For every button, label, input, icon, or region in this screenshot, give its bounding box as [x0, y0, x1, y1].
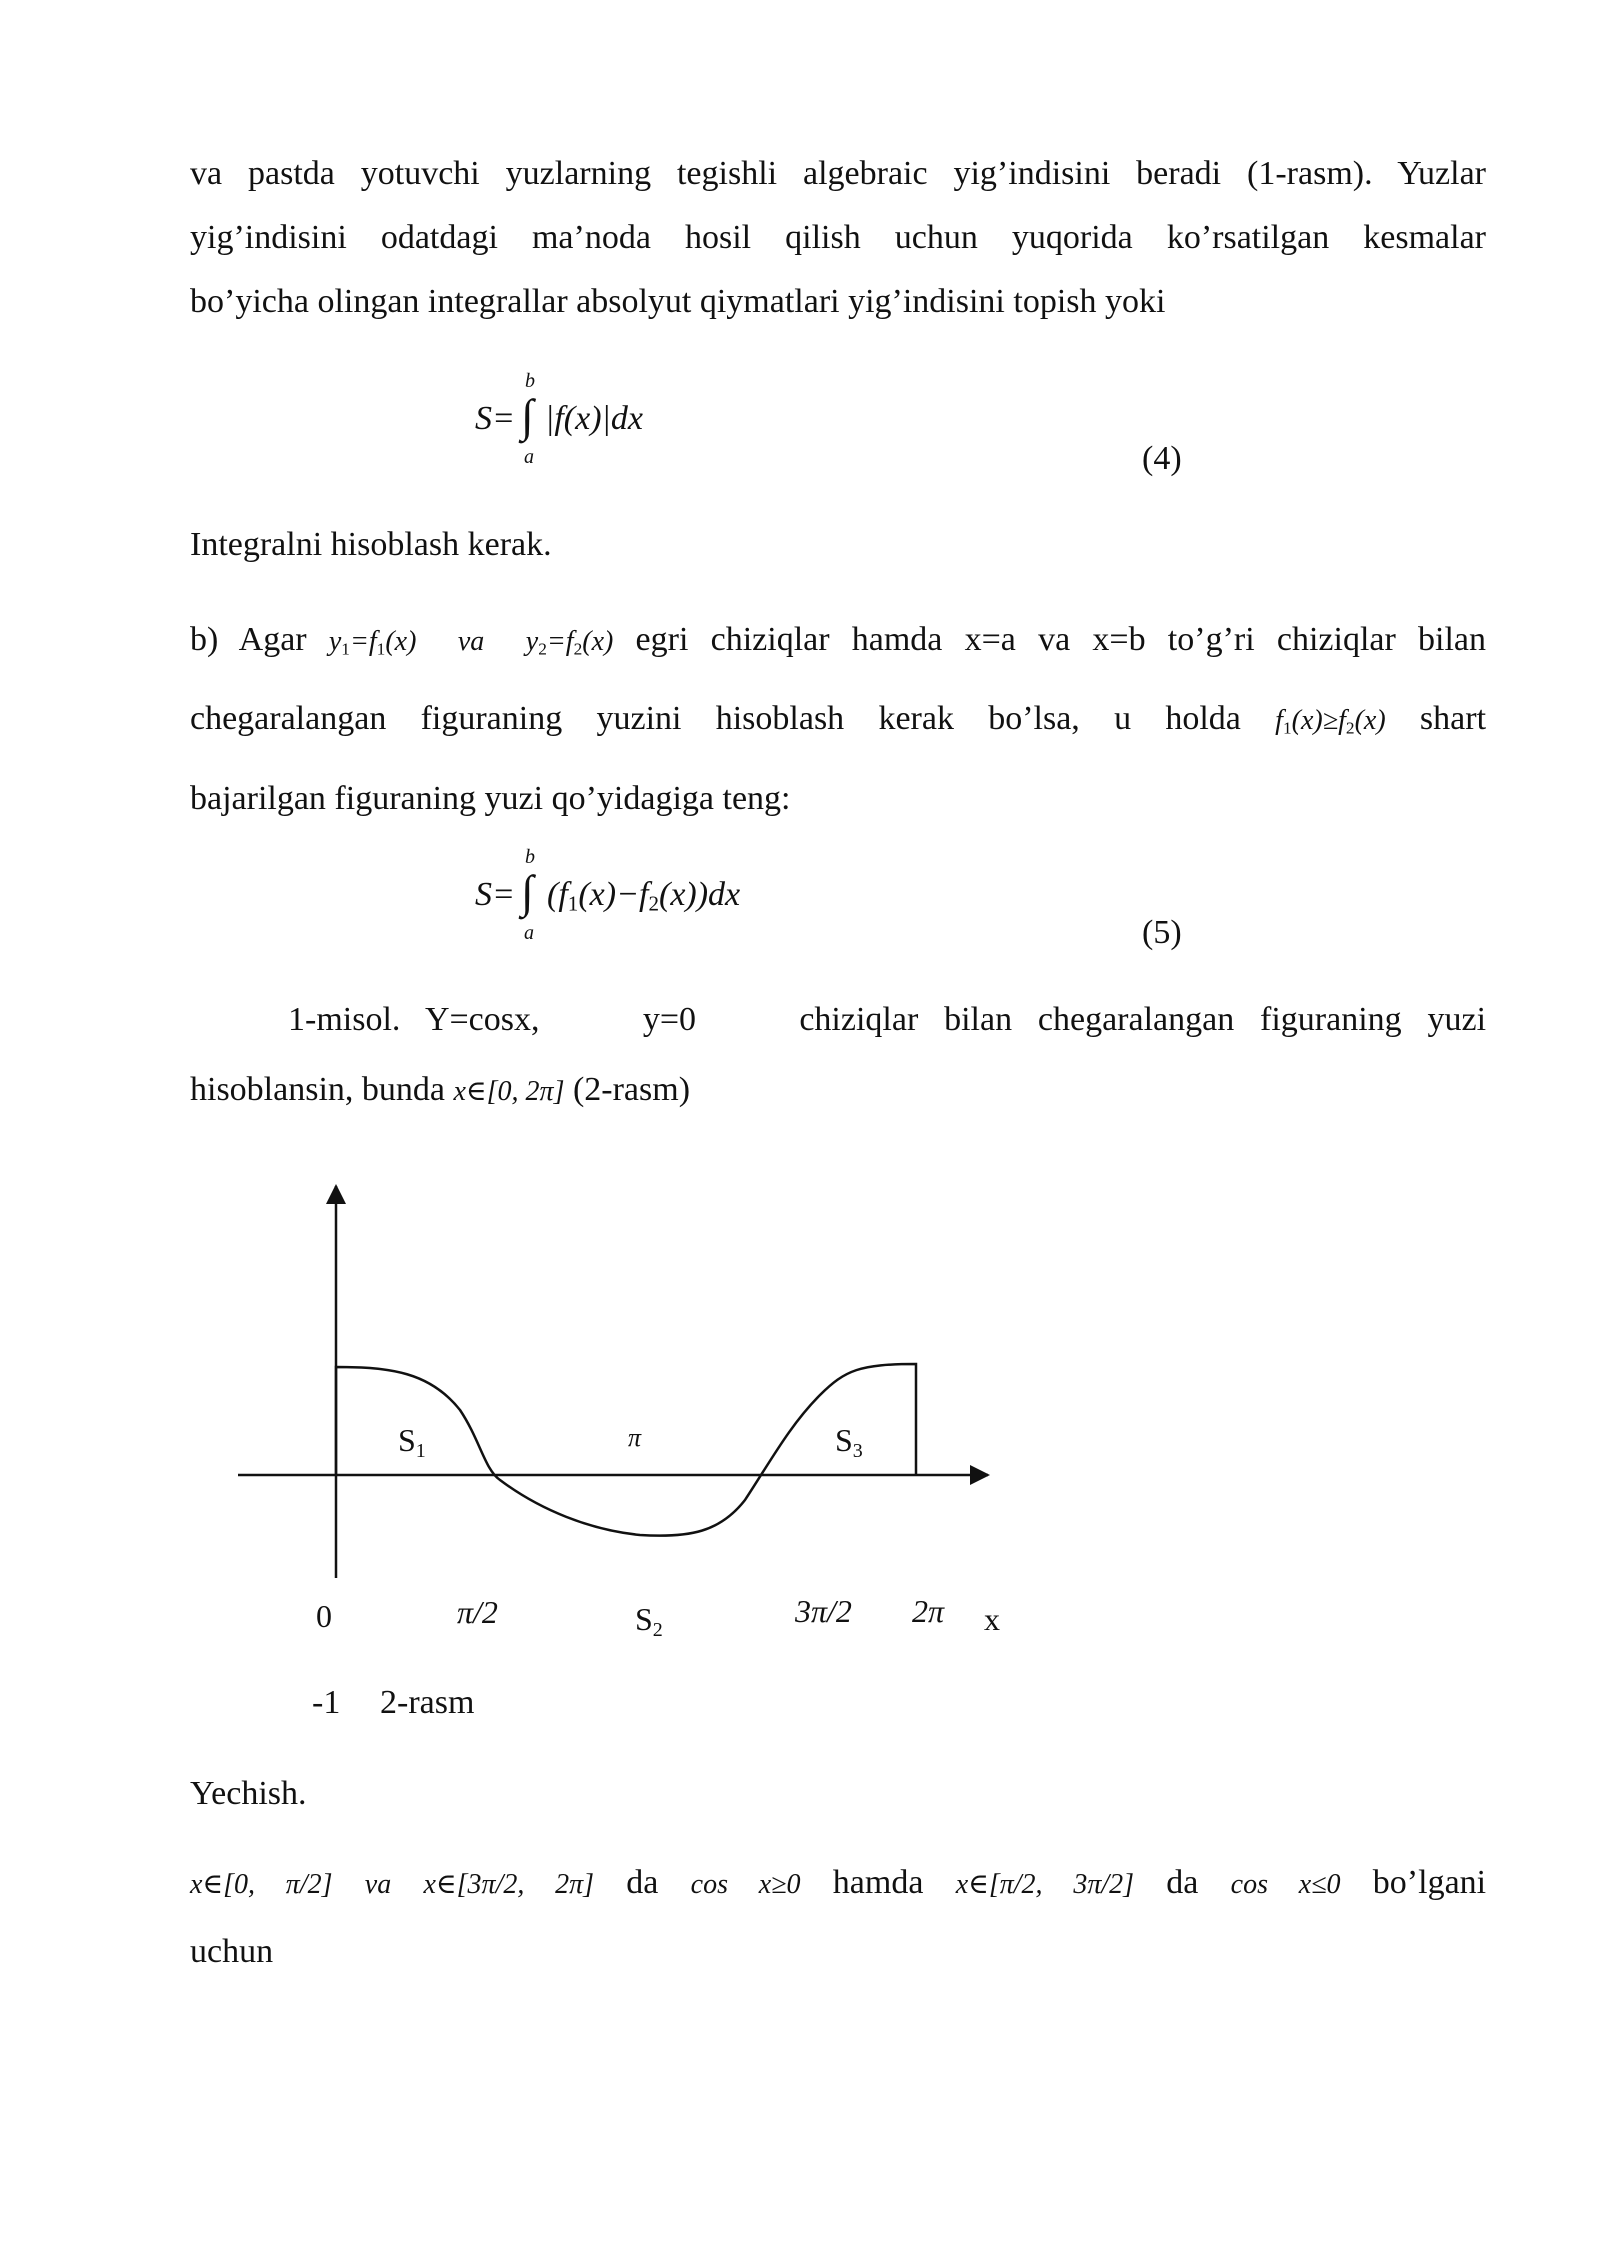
- intro-line-1: va pastda yotuvchi yuzlarning tegishli algebraic yig’indisini beradi (1-rasm). Yuzlar: [190, 155, 1486, 192]
- region-s2: S2: [635, 1601, 663, 1641]
- paragraph-intro: [190, 142, 1486, 334]
- formula-y1: $y_1=f_1(x)$ va $y_2=f_2(x)$: [328, 626, 614, 659]
- region-s1: S1: [398, 1422, 426, 1462]
- tick-2pi: 2π: [912, 1593, 945, 1629]
- tick-pi-over-2: π/2: [457, 1594, 498, 1630]
- formula-cos-ge-0: cos x≥0: [690, 1869, 801, 1900]
- minus-one-label: -1: [312, 1684, 341, 1721]
- formula-4-upper-limit: b: [525, 370, 535, 392]
- formula-5-lhs: S=: [475, 876, 515, 913]
- x-axis-label: x: [984, 1601, 1000, 1637]
- example-line-1: 1-misol. Y=cosx, y=0 chiziqlar bilan chegaralangan figuraning yuzi: [288, 1001, 1487, 1038]
- solution-line-1: x∈[0, π/2] va x∈[3π/2, 2π] da cos x≥0 hamda x∈[π/2, 3π/2] da cos x≤0 bo’lgani: [190, 1864, 1487, 1901]
- tick-3pi-over-2: 3π/2: [795, 1593, 852, 1629]
- cos-curve: [336, 1364, 916, 1536]
- integral-line: Integralni hisoblash kerak.: [190, 526, 552, 563]
- example-line-2: hisoblansin, bunda x∈[0, 2π] (2-rasm): [190, 1071, 691, 1108]
- region-pi-label: π: [628, 1423, 642, 1452]
- formula-5-lower-limit: a: [524, 922, 534, 944]
- formula-x-interval: x∈[0, 2π]: [453, 1076, 565, 1107]
- case-b-line-3: bajarilgan figuraning yuzi qo’yidagiga teng:: [190, 779, 791, 817]
- formula-f1-ge-f2: $f_1(x)\ge f_2(x)$: [1275, 705, 1386, 738]
- intro-line-2: yig’indisini odatdagi ma’noda hosil qilish uchun yuqorida ko’rsatilgan kesmalar: [190, 219, 1486, 256]
- paragraph-example: [190, 988, 1486, 1130]
- figure-caption: 2-rasm: [380, 1684, 475, 1721]
- case-b-line-1: b) Agar $y_1=f_1(x)$ va $y_2=f_2(x)$ egri chiziqlar hamda x=a va x=b to’g’ri chiziqlar bilan: [190, 621, 1487, 659]
- formula-cos-le-0: cos x≤0: [1230, 1869, 1341, 1900]
- formula-4-integrand: |f(x)|dx: [545, 400, 643, 437]
- paragraph-case-b: [190, 608, 1486, 831]
- intro-line-3: bo’yicha olingan integrallar absolyut qiymatlari yig’indisini topish yoki: [190, 283, 1166, 320]
- formula-4-lhs: S=: [475, 400, 515, 437]
- paragraph-integral: [190, 513, 1486, 577]
- formula-5-integrand: $(f_1(x)-f_2(x))dx$: [547, 876, 741, 916]
- region-s3: S3: [835, 1422, 863, 1462]
- formula-interval-2: x∈[3π/2, 2π]: [423, 1869, 595, 1900]
- solution-heading: Yechish.: [190, 1775, 307, 1812]
- formula-interval-3: x∈[π/2, 3π/2]: [955, 1869, 1135, 1900]
- solution-line-2: uchun: [190, 1933, 274, 1970]
- formula-5-integral-sign: ∫: [521, 866, 534, 917]
- formula-5-number: (5): [1142, 914, 1182, 951]
- paragraph-solution-heading: [190, 1762, 1486, 1826]
- formula-interval-1: x∈[0, π/2]: [190, 1869, 333, 1900]
- formula-4-number: (4): [1142, 440, 1182, 477]
- case-b-line-2: chegaralangan figuraning yuzini hisoblash kerak bo’lsa, u holda $f_1(x)\ge f_2(x)$ shart: [190, 700, 1487, 738]
- formula-4-lower-limit: a: [524, 446, 534, 468]
- origin-label: 0: [316, 1598, 332, 1634]
- formula-5-upper-limit: b: [525, 846, 535, 868]
- paragraph-solution: [190, 1848, 1486, 1984]
- formula-4-integral-sign: ∫: [521, 390, 534, 441]
